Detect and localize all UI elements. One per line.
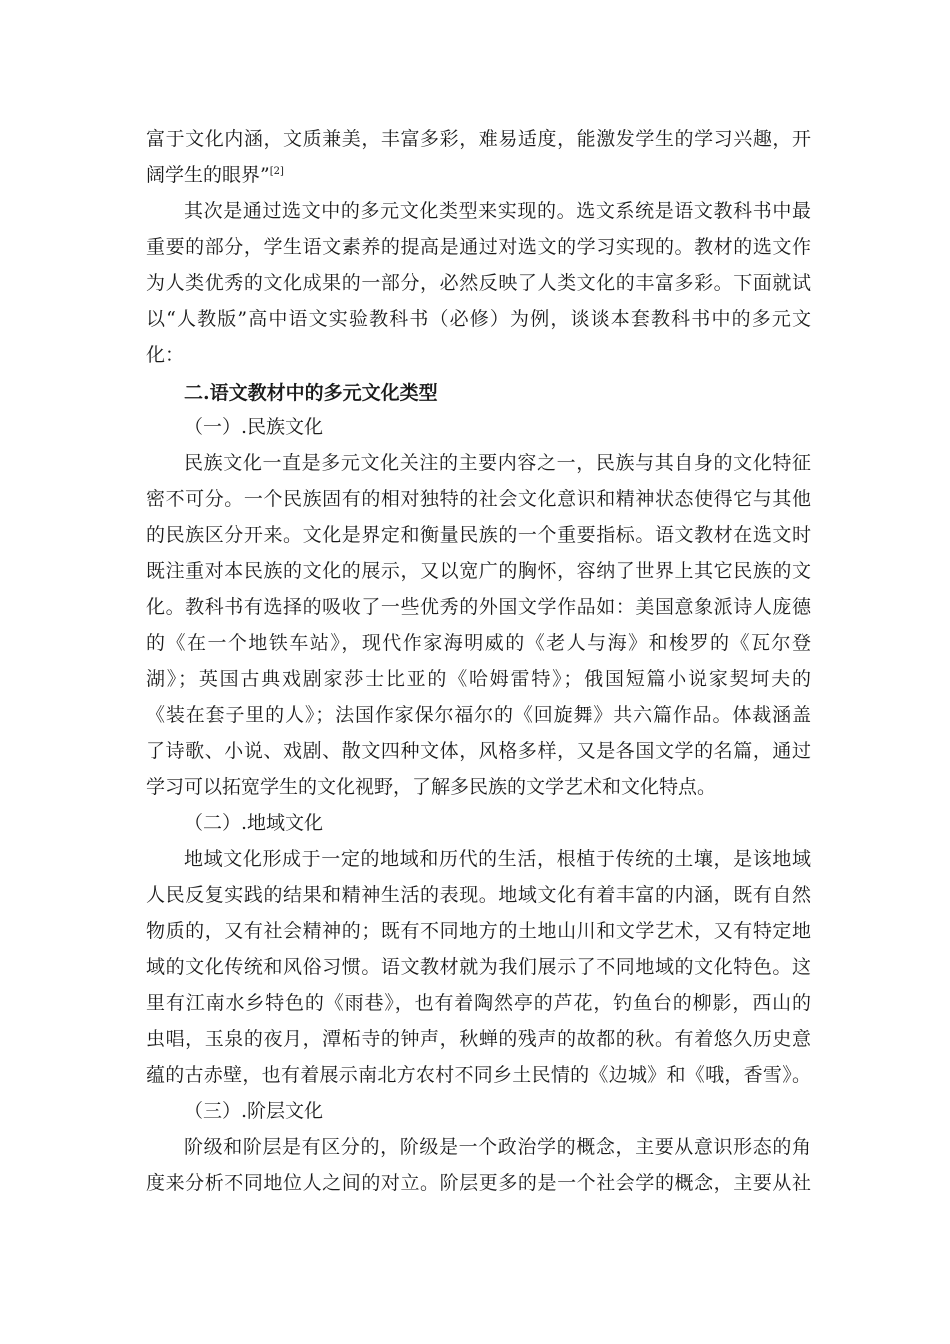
body-line: 既注重对本民族的文化的展示，又以宽广的胸怀，容纳了世界上其它民族的文 [146, 560, 811, 582]
body-text: 阔学生的眼界” [146, 164, 270, 186]
body-line: 度来分析不同地位人之间的对立。阶层更多的是一个社会学的概念，主要从社 [146, 1172, 811, 1194]
subsection-heading: （一）.民族文化 [184, 416, 324, 438]
body-line: 化。教科书有选择的吸收了一些优秀的外国文学作品如：美国意象派诗人庞德 [146, 596, 811, 618]
body-line: 蕴的古赤壁，也有着展示南北方农村不同乡土民情的《边城》和《哦，香雪》。 [146, 1064, 811, 1086]
body-line: 为人类优秀的文化成果的一部分，必然反映了人类文化的丰富多彩。下面就试 [146, 272, 811, 294]
paragraph-first-line: 民族文化一直是多元文化关注的主要内容之一，民族与其自身的文化特征 [184, 452, 811, 474]
body-line: 以“人教版”高中语文实验教科书（必修）为例，谈谈本套教科书中的多元文 [146, 308, 811, 330]
body-line: 富于文化内涵，文质兼美，丰富多彩，难易适度，能激发学生的学习兴趣，开 [146, 128, 811, 150]
body-line: 域的文化传统和风俗习惯。语文教材就为我们展示了不同地域的文化特色。这 [146, 956, 811, 978]
body-line: 湖》；英国古典戏剧家莎士比亚的《哈姆雷特》；俄国短篇小说家契坷夫的 [146, 668, 811, 690]
body-line: 物质的，又有社会精神的；既有不同地方的土地山川和文学艺术，又有特定地 [146, 920, 811, 942]
subsection-heading: （三）.阶层文化 [184, 1100, 324, 1122]
body-line: 的《在一个地铁车站》，现代作家海明威的《老人与海》和梭罗的《瓦尔登 [146, 632, 811, 654]
paragraph-first-line: 阶级和阶层是有区分的，阶级是一个政治学的概念，主要从意识形态的角 [184, 1136, 811, 1158]
section-heading: 二.语文教材中的多元文化类型 [184, 382, 438, 404]
body-line: 里有江南水乡特色的《雨巷》，也有着陶然亭的芦花，钓鱼台的柳影，西山的 [146, 992, 811, 1014]
body-line: 《装在套子里的人》；法国作家保尔福尔的《回旋舞》共六篇作品。体裁涵盖 [146, 704, 811, 726]
body-line: 的民族区分开来。文化是界定和衡量民族的一个重要指标。语文教材在选文时 [146, 524, 811, 546]
subsection-heading: （二）.地域文化 [184, 812, 324, 834]
body-line: 学习可以拓宽学生的文化视野，了解多民族的文学艺术和文化特点。 [146, 776, 717, 798]
paragraph-first-line: 其次是通过选文中的多元文化类型来实现的。选文系统是语文教科书中最 [184, 200, 811, 222]
body-line: 了诗歌、小说、戏剧、散文四种文体，风格多样，又是各国文学的名篇，通过 [146, 740, 811, 762]
body-line: 人民反复实践的结果和精神生活的表现。地域文化有着丰富的内涵，既有自然 [146, 884, 811, 906]
body-line: 重要的部分，学生语文素养的提高是通过对选文的学习实现的。教材的选文作 [146, 236, 811, 258]
body-line [146, 163, 811, 187]
body-line: 虫唱，玉泉的夜月，潭柘寺的钟声，秋蝉的残声的故都的秋。有着悠久历史意 [146, 1028, 811, 1050]
body-line: 密不可分。一个民族固有的相对独特的社会文化意识和精神状态使得它与其他 [146, 488, 811, 510]
body-line: 化： [146, 344, 185, 366]
paragraph-first-line: 地域文化形成于一定的地域和历代的生活，根植于传统的土壤，是该地域 [184, 848, 811, 870]
citation-mark: [2] [269, 166, 284, 177]
